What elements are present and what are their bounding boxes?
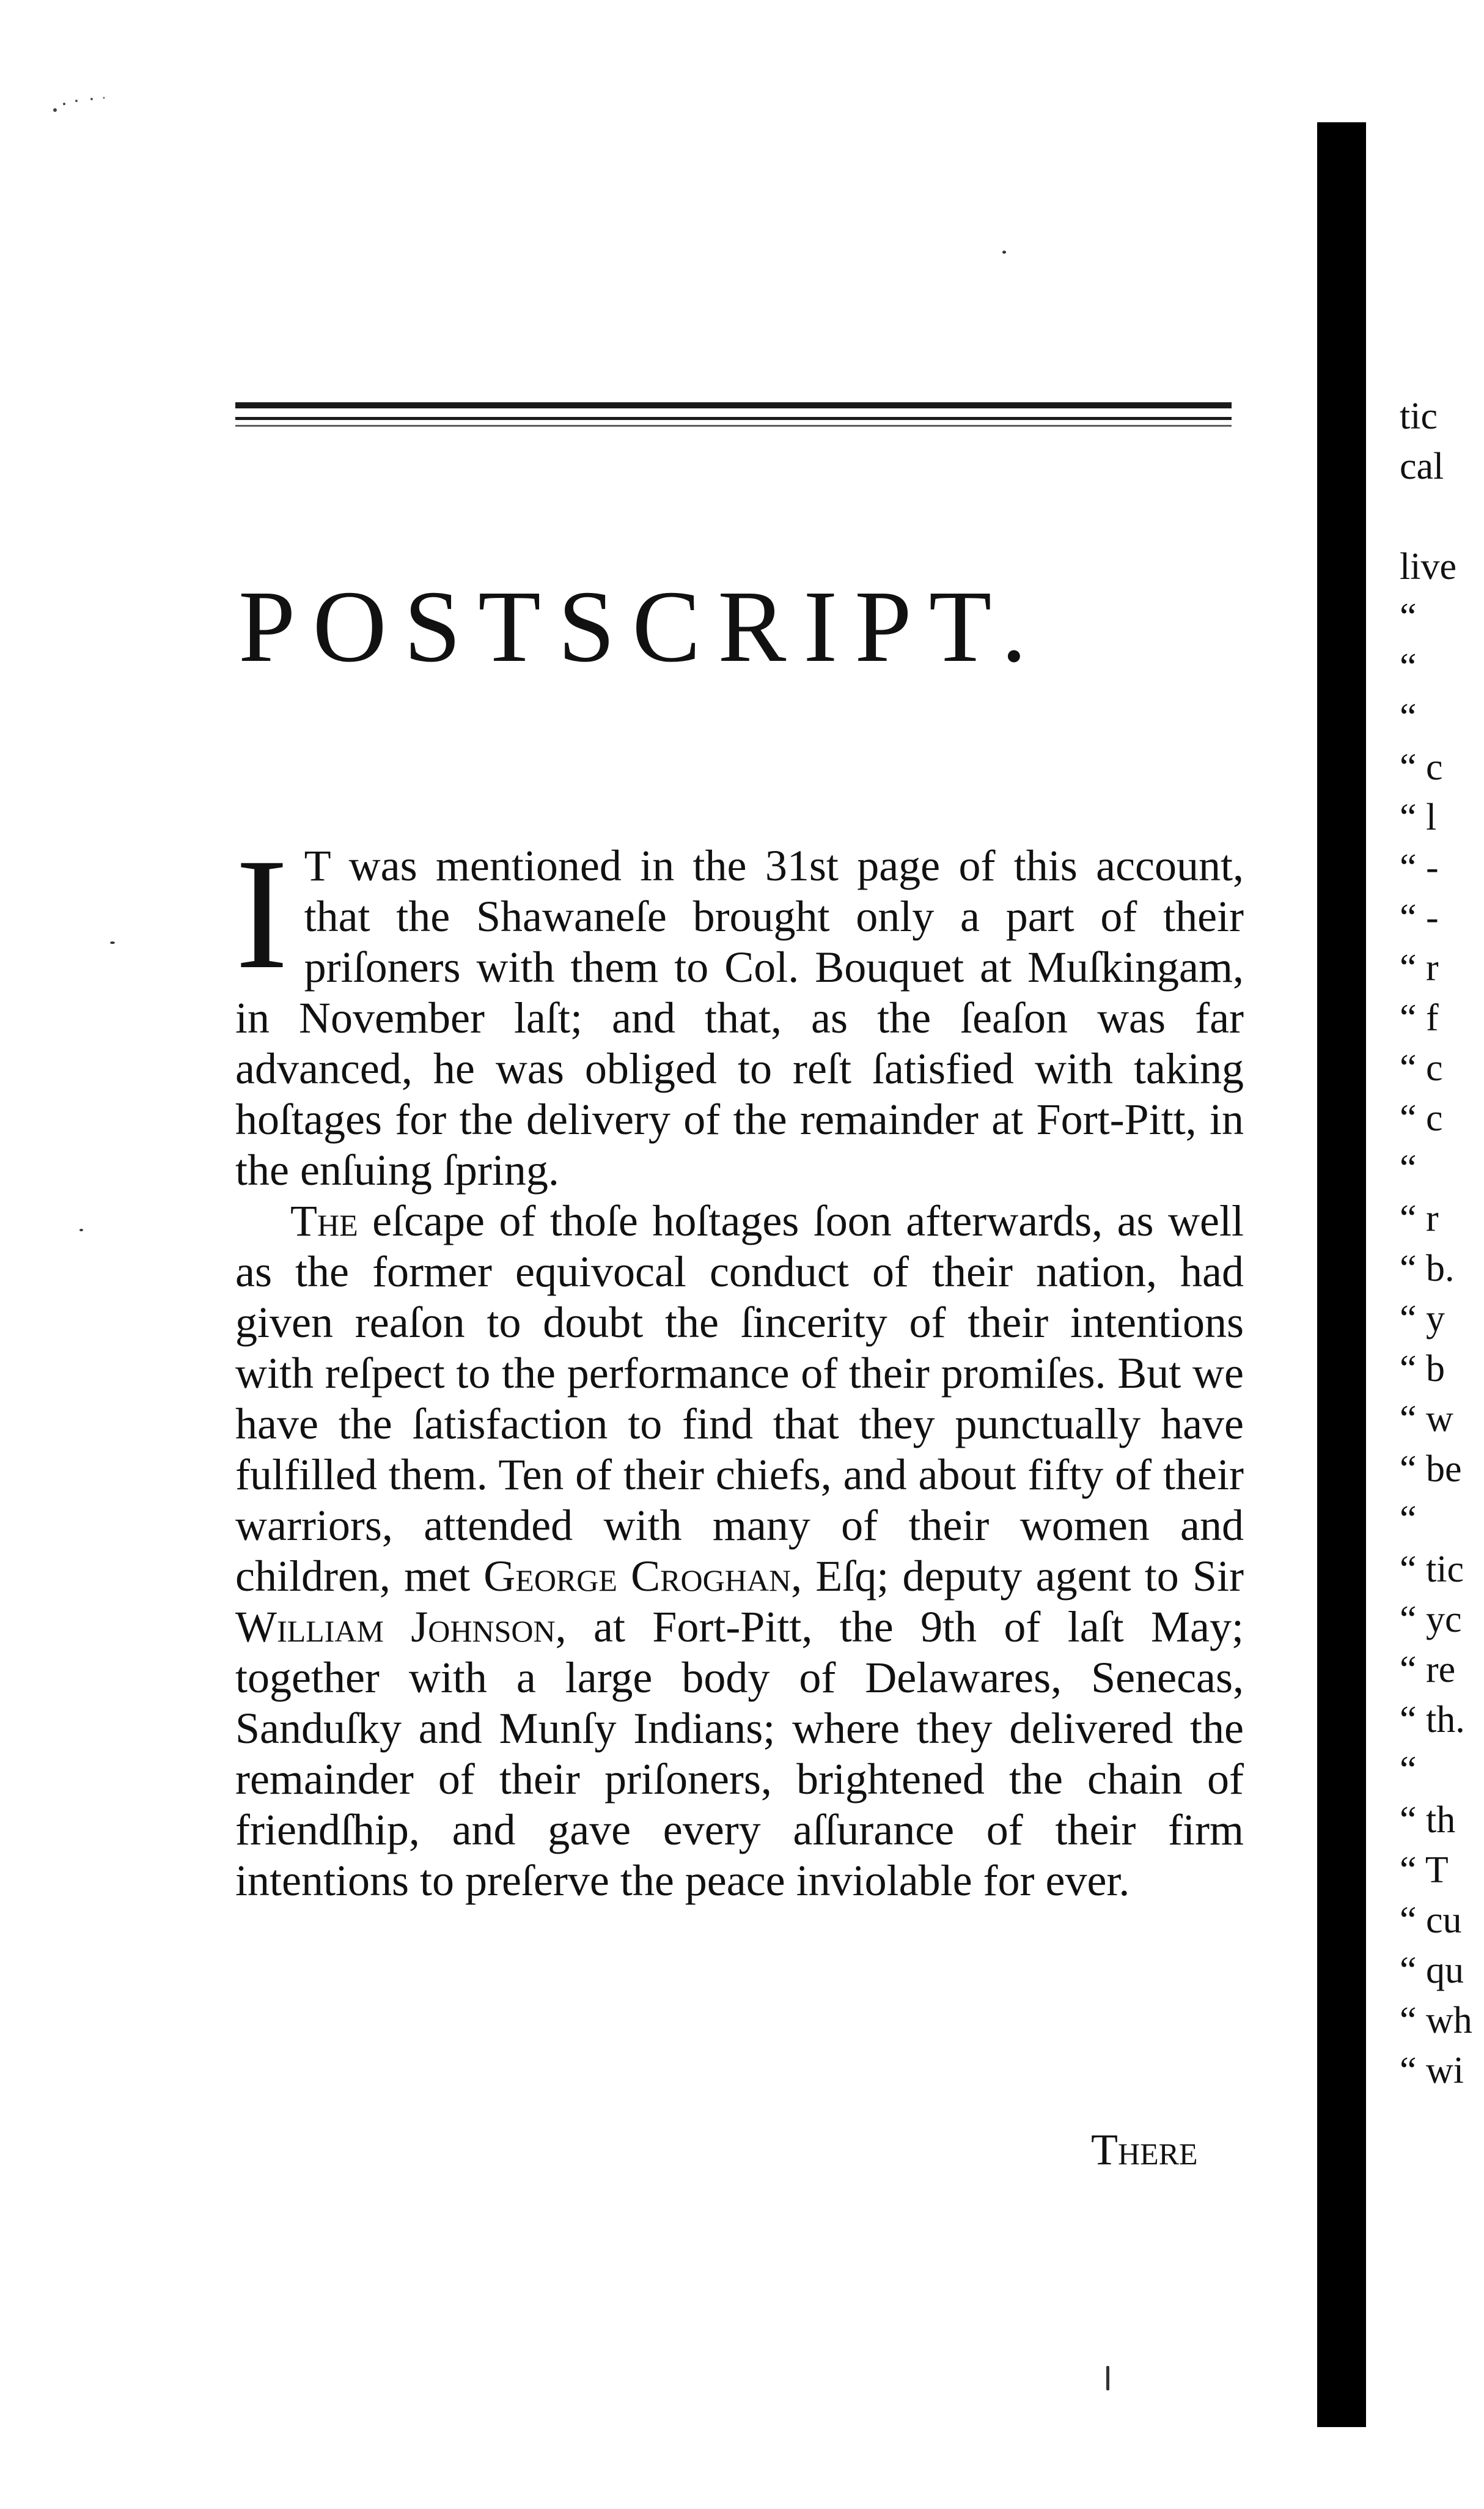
paragraph-1 bbox=[235, 826, 1244, 1196]
paragraph-2-text-a: eſcape of thoſe hoſtages ſoon afterwards, as well as the former equivocal conduct of their nation, had given reaſon to doubt the ſincerity of their intentions with reſpect to the performance of their promiſes. But we have the ſatisfaction to find that they punctually have fulfilled them. Ten of their chiefs, and about fifty of their warriors, attended with many of their women and children, met bbox=[235, 1196, 1244, 1601]
adjacent-line: “ tic bbox=[1400, 1549, 1464, 1590]
adjacent-line: “ th. bbox=[1400, 1699, 1465, 1741]
paragraph-2-text-b: , Eſq; deputy agent to Sir bbox=[791, 1552, 1244, 1601]
page-corner-marks bbox=[43, 86, 116, 122]
adjacent-line: “ - bbox=[1400, 847, 1439, 888]
adjacent-line: “ be bbox=[1400, 1448, 1462, 1490]
paragraph-2 bbox=[235, 1196, 1244, 1906]
adjacent-line: “ th bbox=[1400, 1799, 1456, 1841]
drop-cap: I bbox=[235, 826, 288, 1002]
adjacent-line: tic bbox=[1400, 396, 1438, 437]
person-name: William Johnson bbox=[235, 1602, 556, 1651]
paragraph-2-lead: The bbox=[290, 1196, 358, 1245]
adjacent-line: “ wi bbox=[1400, 2050, 1464, 2091]
adjacent-line: “ bbox=[1400, 646, 1417, 688]
adjacent-line: “ l bbox=[1400, 797, 1437, 838]
adjacent-line: “ c bbox=[1400, 746, 1443, 788]
adjacent-line: “ bbox=[1400, 1498, 1417, 1540]
adjacent-line: “ c bbox=[1400, 1047, 1443, 1089]
adjacent-line: “ b bbox=[1400, 1348, 1445, 1390]
adjacent-line: “ bbox=[1400, 696, 1417, 738]
adjacent-line bbox=[1400, 492, 1484, 542]
adjacent-line: “ b. bbox=[1400, 1248, 1455, 1289]
paragraph-2-text-c: , at Fort-Pitt, the 9th of laſt May; together with a large body of Delawares, Senecas, Sanduſky and Munſy Indians; where they delivered the remainder of their priſoners, brightened the chain of friendſhip, and gave every aſſurance of their firm intentions to preſerve the peace inviolable for ever. bbox=[235, 1602, 1244, 1905]
header-rule-thin bbox=[235, 417, 1232, 420]
adjacent-line: cal bbox=[1400, 446, 1444, 487]
adjacent-line: “ w bbox=[1400, 1398, 1453, 1440]
adjacent-line: live bbox=[1400, 546, 1456, 588]
adjacent-line: “ - bbox=[1400, 897, 1439, 938]
adjacent-line: “ y bbox=[1400, 1298, 1445, 1339]
adjacent-page-fragment bbox=[1400, 391, 1484, 2225]
adjacent-line: “ bbox=[1400, 1749, 1417, 1791]
adjacent-line: “ r bbox=[1400, 1198, 1439, 1239]
adjacent-line: “ f bbox=[1400, 997, 1439, 1039]
body-text bbox=[235, 826, 1244, 1906]
header-rule-thick bbox=[235, 402, 1232, 408]
adjacent-line: “ yc bbox=[1400, 1599, 1462, 1640]
adjacent-line: “ wh bbox=[1400, 2000, 1472, 2041]
person-name: George Croghan bbox=[483, 1552, 792, 1601]
ink-speck bbox=[79, 1229, 83, 1231]
catchword: There bbox=[1091, 2125, 1198, 2174]
paragraph-1-text: T was mentioned in the 31st page of this account, that the Shawaneſe brought only a part of their priſoners with them to Col. Bouquet at Muſkingam, in November laſt; and that, as the ſeaſon was far advanced, he was obliged to reſt ſatisfied with taking hoſtages for the delivery of the remainder at Fort-Pitt, in the enſuing ſpring. bbox=[235, 841, 1244, 1195]
book-gutter-shadow bbox=[1317, 122, 1366, 2427]
page-title: POSTSCRIPT. bbox=[238, 570, 1044, 683]
ink-speck bbox=[1002, 251, 1006, 254]
ink-speck bbox=[110, 941, 115, 944]
adjacent-line: “ r bbox=[1400, 947, 1439, 989]
header-rule-hairline bbox=[235, 425, 1232, 427]
adjacent-line: “ re bbox=[1400, 1649, 1456, 1690]
adjacent-line: “ cu bbox=[1400, 1899, 1462, 1941]
adjacent-line: “ bbox=[1400, 1148, 1417, 1189]
adjacent-line: “ bbox=[1400, 596, 1417, 638]
adjacent-line: “ qu bbox=[1400, 1950, 1464, 1991]
adjacent-line: “ c bbox=[1400, 1097, 1443, 1139]
ink-speck bbox=[1106, 2366, 1109, 2390]
adjacent-line: “ T bbox=[1400, 1849, 1449, 1891]
